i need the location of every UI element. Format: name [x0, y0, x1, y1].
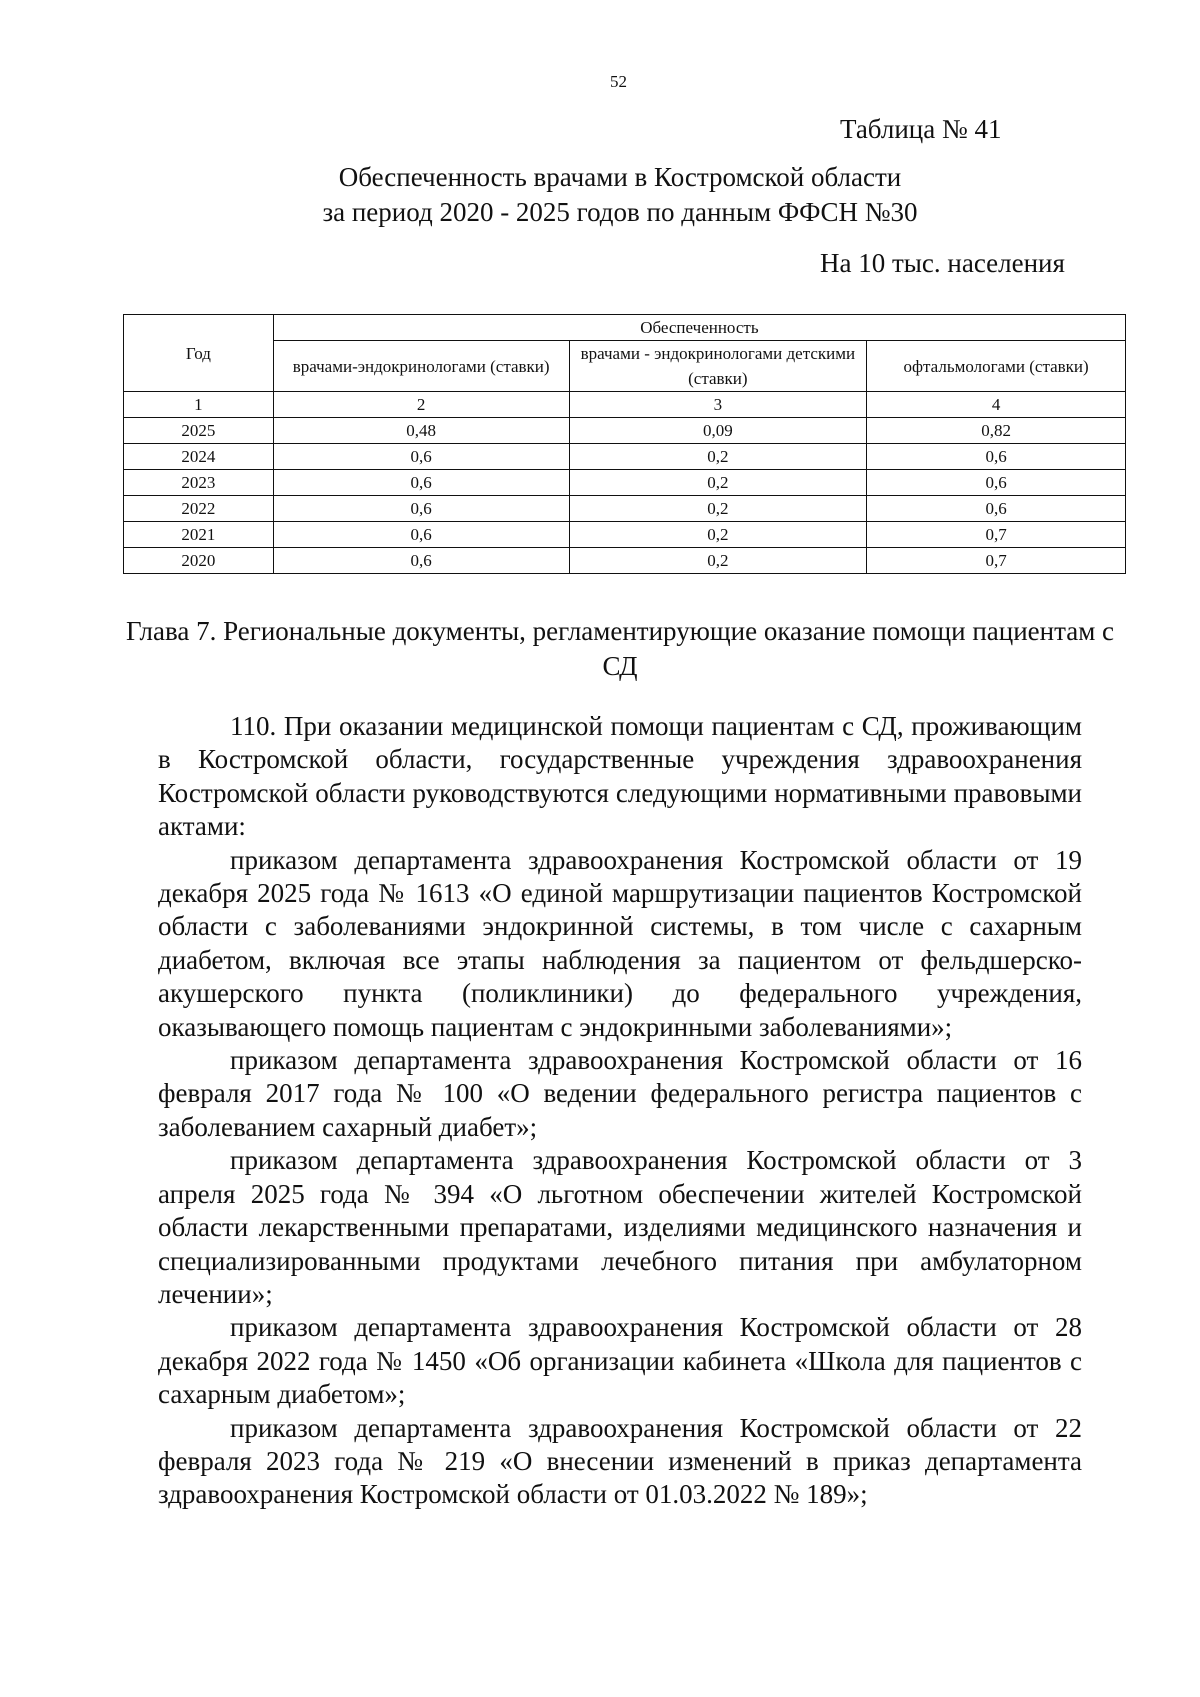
- cell-value: 0,2: [569, 470, 867, 496]
- cell-value: 0,2: [569, 522, 867, 548]
- table-row: [124, 548, 1126, 574]
- cell-value: 0,6: [273, 522, 569, 548]
- cell-year: 2020: [124, 548, 274, 574]
- cell-year: 2022: [124, 496, 274, 522]
- cell-value: 0,6: [867, 496, 1126, 522]
- table-title-line-2: за период 2020 - 2025 годов по данным ФФСН №30: [322, 197, 918, 227]
- cell-year: 2024: [124, 444, 274, 470]
- column-number: 1: [124, 392, 274, 418]
- cell-year: 2025: [124, 418, 274, 444]
- header-endocrinologists: врачами-эндокринологами (ставки): [273, 341, 569, 392]
- column-number: 3: [569, 392, 867, 418]
- table-label: Таблица № 41: [840, 114, 1002, 144]
- table-row: [124, 496, 1126, 522]
- paragraph-order-394: приказом департамента здравоохранения Костромской области от 3 апреля 2025 года № 394 «О льготном обеспечении жителей Костромской области лекарственными препаратами, изделиями медицинского назначения и специализированными продуктами лечебного питания при амбулаторном лечении»;: [158, 1145, 1082, 1309]
- cell-value: 0,48: [273, 418, 569, 444]
- cell-value: 0,2: [569, 444, 867, 470]
- header-group: Обеспеченность: [273, 315, 1125, 341]
- cell-value: 0,2: [569, 496, 867, 522]
- cell-value: 0,6: [273, 548, 569, 574]
- table-subheader-row: [124, 341, 1126, 392]
- cell-value: 0,6: [867, 444, 1126, 470]
- page-number: 52: [610, 72, 627, 91]
- cell-value: 0,6: [273, 496, 569, 522]
- table-title-line-1: Обеспеченность врачами в Костромской области: [338, 162, 902, 192]
- header-year: Год: [124, 315, 274, 392]
- cell-value: 0,82: [867, 418, 1126, 444]
- table-header-row: [124, 315, 1126, 341]
- cell-value: 0,09: [569, 418, 867, 444]
- table-units: На 10 тыс. населения: [820, 248, 1065, 278]
- column-number: 4: [867, 392, 1126, 418]
- paragraph-intro: 110. При оказании медицинской помощи пациентам с СД, проживающим в Костромской области, государственные учреждения здравоохранения Костромской области руководствуются следующими нормативными правовыми актами:: [158, 711, 1082, 842]
- header-pediatric-endocrinologists: врачами - эндокринологами детскими (ставки): [569, 341, 867, 392]
- staffing-table: [123, 314, 1126, 574]
- table-title: [160, 160, 1080, 230]
- cell-value: 0,7: [867, 548, 1126, 574]
- body-text: [158, 710, 1082, 1512]
- chapter-heading: Глава 7. Региональные документы, регламентирующие оказание помощи пациентам с СД: [125, 616, 1115, 681]
- header-ophthalmologists: офтальмологами (ставки): [867, 341, 1126, 392]
- column-number-row: [124, 392, 1126, 418]
- paragraph-order-100: приказом департамента здравоохранения Костромской области от 16 февраля 2017 года № 100 «О ведении федерального регистра пациентов с заболеванием сахарный диабет»;: [158, 1045, 1082, 1142]
- table-row: [124, 522, 1126, 548]
- table-row: [124, 470, 1126, 496]
- cell-year: 2023: [124, 470, 274, 496]
- cell-value: 0,7: [867, 522, 1126, 548]
- cell-value: 0,2: [569, 548, 867, 574]
- paragraph-order-1613: приказом департамента здравоохранения Костромской области от 19 декабря 2025 года № 1613 «О единой маршрутизации пациентов Костромской области с заболеваниями эндокринной системы, в том числе с сахарным диабетом, включая все этапы наблюдения за пациентом от фельдшерско-акушерского пункта (поликлиники) до федерального учреждения, оказывающего помощь пациентам с эндокринными заболеваниями»;: [158, 844, 1082, 1042]
- column-number: 2: [273, 392, 569, 418]
- cell-year: 2021: [124, 522, 274, 548]
- paragraph-order-219: приказом департамента здравоохранения Костромской области от 22 февраля 2023 года № 219 «О внесении изменений в приказ департамента здравоохранения Костромской области от 01.03.2022 № 189»;: [158, 1412, 1082, 1510]
- paragraph-order-1450: приказом департамента здравоохранения Костромской области от 28 декабря 2022 года № 1450 «Об организации кабинета «Школа для пациентов с сахарным диабетом»;: [158, 1312, 1082, 1410]
- cell-value: 0,6: [273, 470, 569, 496]
- table-row: [124, 418, 1126, 444]
- cell-value: 0,6: [867, 470, 1126, 496]
- cell-value: 0,6: [273, 444, 569, 470]
- table-row: [124, 444, 1126, 470]
